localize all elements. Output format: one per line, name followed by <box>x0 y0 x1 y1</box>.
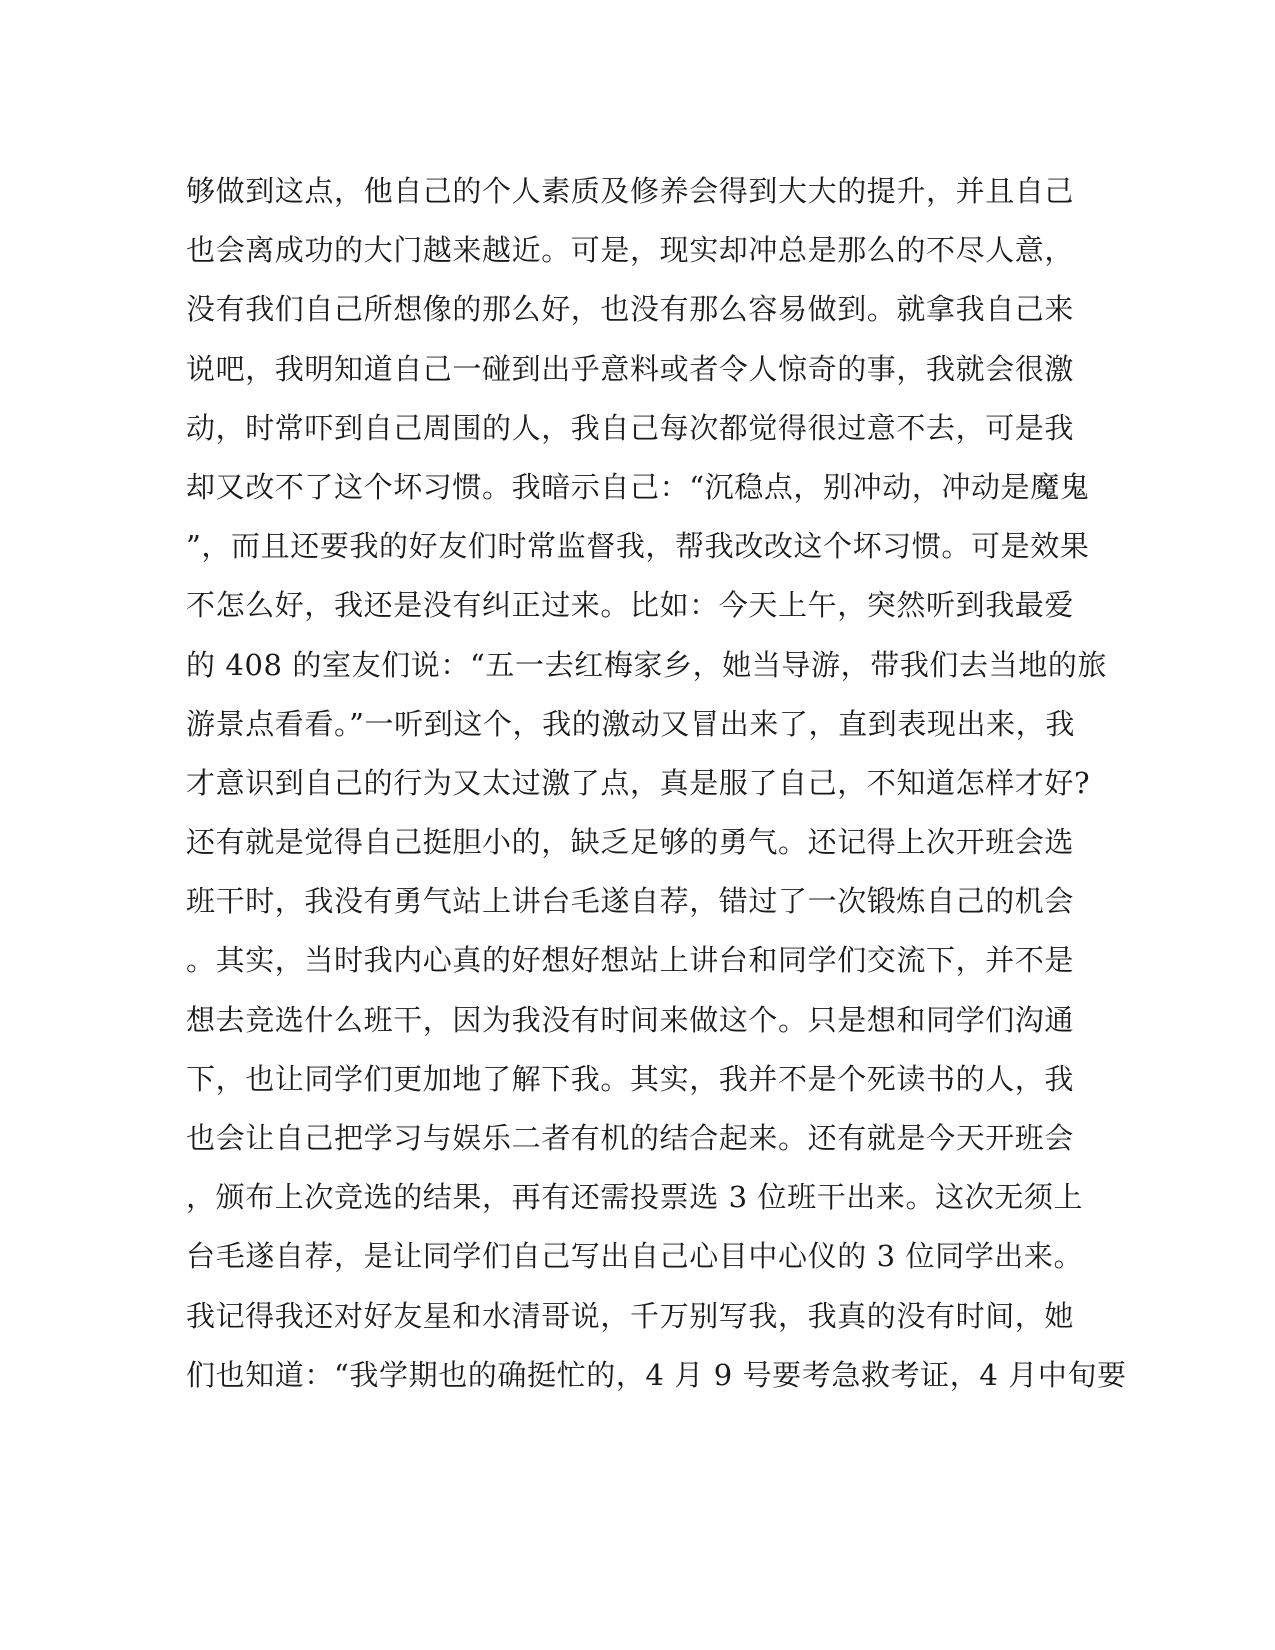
text-line: 游景点看看。”一听到这个，我的激动又冒出来了，直到表现出来，我 <box>186 706 1075 741</box>
text-line: 没有我们自己所想像的那么好，也没有那么容易做到。就拿我自己来 <box>186 292 1075 327</box>
text-line: 也会让自己把学习与娱乐二者有机的结合起来。还有就是今天开班会 <box>186 1121 1075 1155</box>
text-line: 。其实，当时我内心真的好想好想站上讲台和同学们交流下，并不是 <box>186 943 1075 978</box>
text-line: 够做到这点，他自己的个人素质及修养会得到大大的提升，并且自己 <box>186 174 1075 208</box>
text-line: 们也知道：“我学期也的确挺忙的，4 月 9 号要考急救考证，4 月中旬要 <box>186 1357 1127 1392</box>
text-line: 下，也让同学们更加地了解下我。其实，我并不是个死读书的人，我 <box>186 1061 1075 1096</box>
text-line: 也会离成功的大门越来越近。可是，现实却冲总是那么的不尽人意， <box>186 233 1075 268</box>
text-line: ，颁布上次竞选的结果，再有还需投票选 3 位班干出来。这次无须上 <box>186 1180 1084 1215</box>
text-line: 我记得我还对好友星和水清哥说，千万别写我，我真的没有时间，她 <box>186 1298 1075 1333</box>
text-line: 台毛遂自荐，是让同学们自己写出自己心目中心仪的 3 位同学出来。 <box>186 1239 1084 1274</box>
text-line: 还有就是觉得自己挺胆小的，缺乏足够的勇气。还记得上次开班会选 <box>186 825 1075 860</box>
body-text <box>186 162 1127 1405</box>
text-line: 想去竞选什么班干，因为我没有时间来做这个。只是想和同学们沟通 <box>186 1002 1075 1037</box>
text-line: 动，时常吓到自己周围的人，我自己每次都觉得很过意不去，可是我 <box>186 410 1075 445</box>
text-line: 说吧，我明知道自己一碰到出乎意料或者令人惊奇的事，我就会很激 <box>186 351 1075 386</box>
text-line: 才意识到自己的行为又太过激了点，真是服了自己，不知道怎样才好? <box>186 765 1091 800</box>
text-line: 却又改不了这个坏习惯。我暗示自己：“沉稳点，别冲动，冲动是魔鬼 <box>186 469 1090 504</box>
text-line: 的 408 的室友们说：“五一去红梅家乡，她当导游，带我们去当地的旅 <box>186 647 1108 682</box>
text-line: 班干时，我没有勇气站上讲台毛遂自荐，错过了一次锻炼自己的机会 <box>186 884 1075 919</box>
text-line: 不怎么好，我还是没有纠正过来。比如：今天上午，突然听到我最爱 <box>186 588 1075 623</box>
text-line: ”，而且还要我的好友们时常监督我，帮我改改这个坏习惯。可是效果 <box>186 529 1090 564</box>
